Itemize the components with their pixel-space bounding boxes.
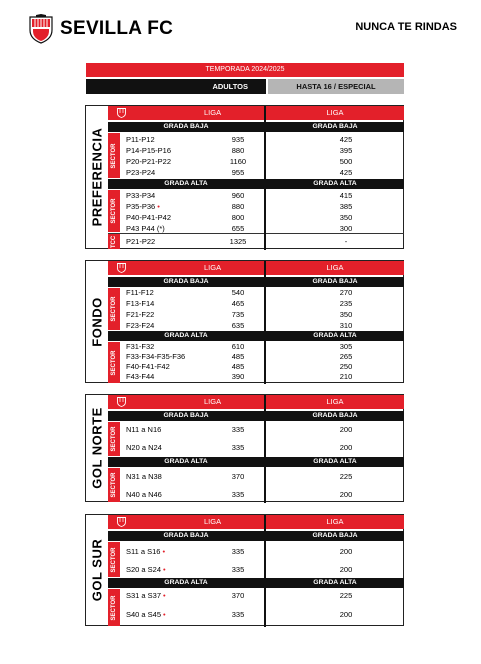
section-fondo: FONDO LIGA LIGA GRADA BAJA GRADA BAJA SECTOR F11-F12 540 270 F13-F14 465 235 F21-F22 735 350 F23-F24 635 310 GRADA ALTA GRADA ALTA SECTOR F31-F32 610 305 F33-F34-F35-F36 485 265 F40-F41-F42 485 250 F43-F44 390 210 <box>85 260 404 383</box>
section-title: PREFERENCIA <box>89 127 105 227</box>
section-title: GOL NORTE <box>89 407 105 489</box>
liga-header: LIGA LIGA <box>108 261 404 275</box>
sector-label: SECTOR <box>108 589 120 626</box>
section-gol-sur: GOL SUR LIGA LIGA GRADA BAJA GRADA BAJA SECTOR S11 a S16 • 335 200 S20 a S24 • 335 200 GRADA ALTA GRADA ALTA SECTOR S31 a S37 • 370 225 S40 a S45 • 335 200 <box>85 514 404 626</box>
sector-label: SECTOR <box>108 342 120 383</box>
page-header <box>0 0 481 50</box>
brand-name: SEVILLA FC <box>60 18 174 39</box>
crest-icon <box>117 108 126 118</box>
sevilla-crest-logo <box>28 14 54 44</box>
section-title: GOL SUR <box>89 538 105 602</box>
column-divider <box>264 261 266 384</box>
sector-label: SECTOR <box>108 133 120 178</box>
column-divider <box>264 515 266 627</box>
sector-label: SECTOR <box>108 542 120 577</box>
section-preferencia: PREFERENCIA LIGA LIGA GRADA BAJA GRADA BAJA SECTOR P11-P12 935 425 P14-P15-P16 880 395 P20-P21-P22 1160 500 P23-P24 955 425 GRADA ALTA GRADA ALTA SECTOR P33-P34 960 415 P35-P36 • 880 385 P40-P41-P42 800 350 P43 P44 (*) 655 300 TCC P21-P22 1325 - <box>85 105 404 249</box>
column-divider <box>264 395 266 503</box>
sector-label: SECTOR <box>108 288 120 330</box>
grada-alta-header: GRADA ALTA GRADA ALTA <box>108 179 404 189</box>
column-divider <box>264 106 266 250</box>
crest-icon <box>117 517 126 527</box>
liga-header: LIGA LIGA <box>108 395 404 409</box>
crest-icon <box>117 397 126 407</box>
grada-alta-header: GRADA ALTA GRADA ALTA <box>108 331 404 341</box>
grada-baja-header: GRADA BAJA GRADA BAJA <box>108 411 404 421</box>
sector-label: SECTOR <box>108 422 120 456</box>
section-title: FONDO <box>89 296 105 347</box>
sector-label: SECTOR <box>108 190 120 232</box>
category-adultos: ADULTOS <box>86 79 266 94</box>
grada-baja-header: GRADA BAJA GRADA BAJA <box>108 122 404 132</box>
liga-header: LIGA LIGA <box>108 106 404 120</box>
slogan: NUNCA TE RINDAS <box>355 21 457 33</box>
liga-header: LIGA LIGA <box>108 515 404 529</box>
tcc-label: TCC <box>108 234 120 249</box>
grada-baja-header: GRADA BAJA GRADA BAJA <box>108 277 404 287</box>
season-bar: TEMPORADA 2024/2025 <box>86 63 404 77</box>
sector-label: SECTOR <box>108 468 120 502</box>
crest-icon <box>117 263 126 273</box>
divider <box>108 233 404 234</box>
grada-baja-header: GRADA BAJA GRADA BAJA <box>108 531 404 541</box>
section-gol-norte: GOL NORTE LIGA LIGA GRADA BAJA GRADA BAJA SECTOR N11 a N16 335 200 N20 a N24 335 200 GRADA ALTA GRADA ALTA SECTOR N31 a N38 370 225 N40 a N46 335 200 <box>85 394 404 502</box>
category-bar <box>86 79 404 94</box>
category-especial: HASTA 16 / ESPECIAL <box>268 79 404 94</box>
grada-alta-header: GRADA ALTA GRADA ALTA <box>108 457 404 467</box>
grada-alta-header: GRADA ALTA GRADA ALTA <box>108 578 404 588</box>
